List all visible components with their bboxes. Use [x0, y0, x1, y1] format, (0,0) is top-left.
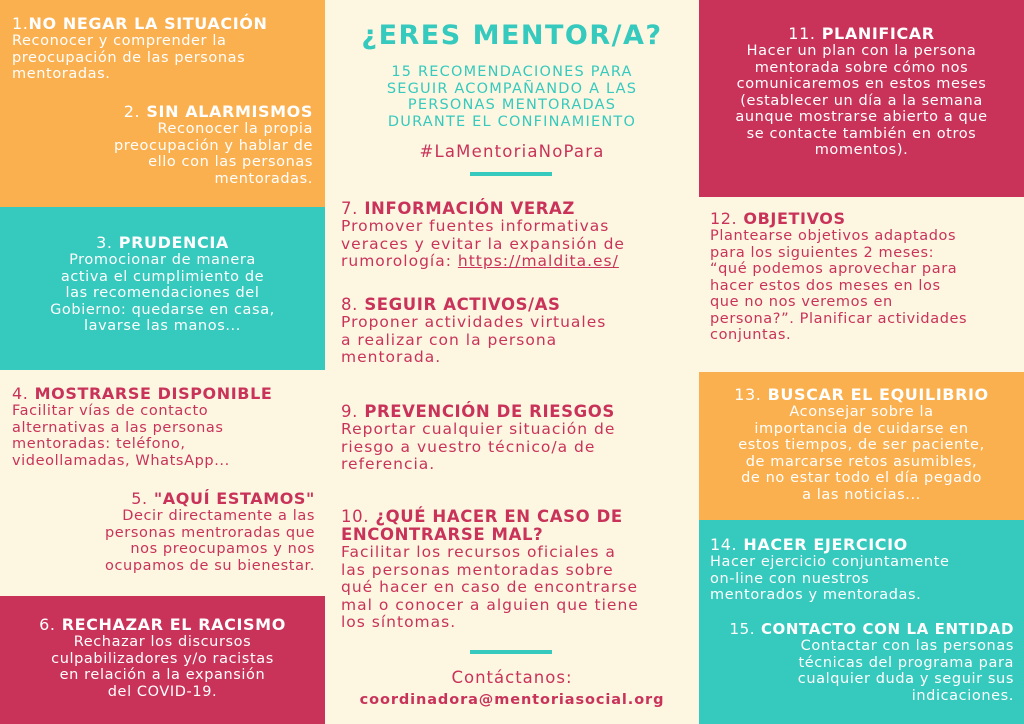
recommendation-2: 2. SIN ALARMISMOS Reconocer la propia preocupación y hablar de ello con las personas mentoradas. — [113, 102, 313, 187]
recommendation-3: 3. PRUDENCIA Promocionar de manera activa el cumplimiento de las recomendaciones del Gobierno: quedarse en casa, lavarse las manos... — [50, 233, 275, 334]
divider-top — [470, 172, 552, 176]
poster-subtitle: 15 RECOMENDACIONES PARA SEGUIR ACOMPAÑANDO A LAS PERSONAS MENTORADAS DURANTE EL CONFINAMIENTO — [386, 64, 638, 130]
hashtag: #LaMentoriaNoPara — [419, 142, 605, 161]
contact-label: Contáctanos: — [451, 668, 573, 687]
recommendation-7: 7. INFORMACIÓN VERAZ Promover fuentes informativas veraces y evitar la expansión de rumorología: https://maldita.es/ — [341, 199, 625, 270]
recommendation-8: 8. SEGUIR ACTIVOS/AS Proponer actividades virtuales a realizar con la persona mentorada. — [341, 295, 607, 366]
maldita-link[interactable]: https://maldita.es/ — [457, 252, 619, 270]
recommendation-9: 9. PREVENCIÓN DE RIESGOS Reportar cualquier situación de riesgo a vuestro técnico/a de referencia. — [341, 402, 616, 473]
recommendation-4: 4. MOSTRARSE DISPONIBLE Facilitar vías de contacto alternativas a las personas mentoradas: teléfono, videollamadas, WhatsApp... — [12, 384, 273, 469]
recommendation-1: 1.NO NEGAR LA SITUACIÓN Reconocer y comprender la preocupación de las personas mentoradas. — [12, 14, 268, 82]
recommendation-13: 13. BUSCAR EL EQUILIBRIO Aconsejar sobre la importancia de cuidarse en estos tiempos, de ser paciente, de marcarse retos asumibles, de no estar todo el día pegado a las noticias... — [734, 385, 989, 503]
contact-email[interactable]: coordinadora@mentoriasocial.org — [359, 692, 665, 708]
poster-title: ¿ERES MENTOR/A? — [361, 20, 663, 51]
divider-bottom — [470, 650, 552, 654]
recommendation-6: 6. RECHAZAR EL RACISMO Rechazar los discursos culpabilizadores y/o racistas en relación a la expansión del COVID-19. — [39, 615, 286, 700]
recommendation-11: 11. PLANIFICAR Hacer un plan con la persona mentorada sobre cómo nos comunicaremos en estos meses (establecer un día a la semana aunque mostrarse abierto a que se contacte también en otros momentos). — [735, 24, 988, 158]
recommendation-14: 14. HACER EJERCICIO Hacer ejercicio conjuntamente on-line con nuestros mentorados y mentoradas. — [710, 535, 950, 603]
recommendation-5: 5. "AQUÍ ESTAMOS" Decir directamente a las personas mentroradas que nos preocupamos y nos ocupamos de su bienestar. — [104, 489, 315, 574]
recommendation-10: 10. ¿QUÉ HACER EN CASO DE ENCONTRARSE MAL? Facilitar los recursos oficiales a las personas mentoradas sobre qué hacer en caso de encontrarse mal o conocer a alguien que tiene los síntomas. — [341, 507, 639, 631]
recommendation-12: 12. OBJETIVOS Plantearse objetivos adaptados para los siguientes 2 meses: “qué podemos aprovechar para hacer estos dos meses en los que no nos veremos en persona?”. Planificar actividades conjuntas. — [710, 209, 968, 343]
recommendation-15: 15. CONTACTO CON LA ENTIDAD Contactar con las personas técnicas del programa para cualquier duda y seguir sus indicaciones. — [729, 620, 1014, 704]
